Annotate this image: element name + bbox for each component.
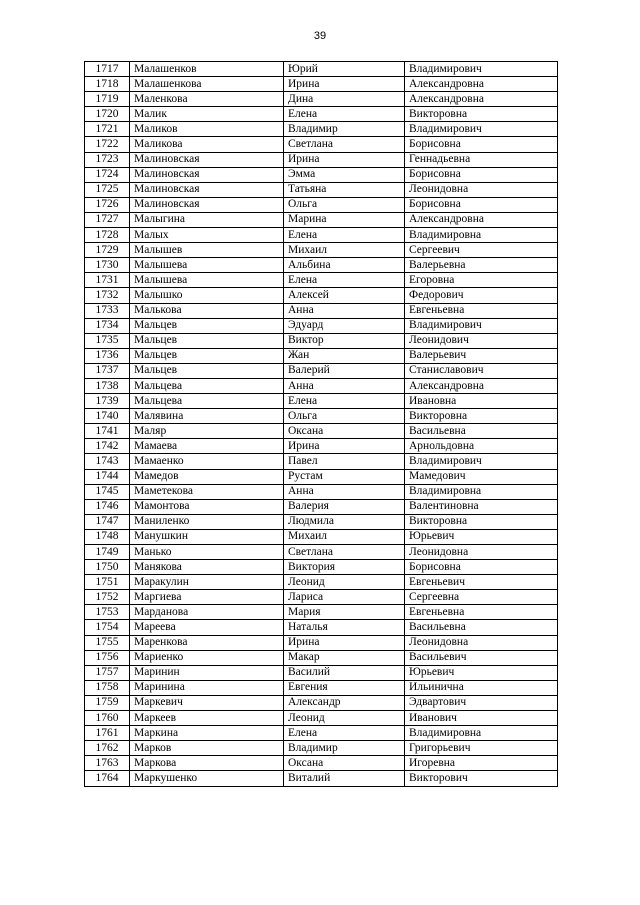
last-name-cell: Мареева (130, 620, 284, 635)
patronymic-cell: Викторовна (405, 514, 558, 529)
last-name-cell: Мамаенко (130, 454, 284, 469)
table-row (85, 741, 558, 756)
patronymic-cell: Геннадьевна (405, 152, 558, 167)
last-name-cell: Маликов (130, 122, 284, 137)
last-name-cell: Маляр (130, 424, 284, 439)
first-name-cell: Алексей (284, 288, 405, 303)
row-number-cell: 1745 (85, 484, 130, 499)
row-number-cell: 1718 (85, 77, 130, 92)
table-row (85, 499, 558, 514)
table-row (85, 363, 558, 378)
row-number-cell: 1726 (85, 197, 130, 212)
row-number-cell: 1748 (85, 529, 130, 544)
first-name-cell: Ирина (284, 152, 405, 167)
first-name-cell: Мария (284, 605, 405, 620)
page-number: 39 (313, 30, 327, 42)
last-name-cell: Малых (130, 228, 284, 243)
patronymic-cell: Борисовна (405, 167, 558, 182)
first-name-cell: Елена (284, 228, 405, 243)
patronymic-cell: Владимировна (405, 484, 558, 499)
row-number-cell: 1764 (85, 771, 130, 786)
row-number-cell: 1733 (85, 303, 130, 318)
last-name-cell: Маркеев (130, 711, 284, 726)
patronymic-cell: Станиславович (405, 363, 558, 378)
table-row (85, 529, 558, 544)
table-row (85, 378, 558, 393)
table-row (85, 107, 558, 122)
last-name-cell: Маркушенко (130, 771, 284, 786)
patronymic-cell: Викторовна (405, 409, 558, 424)
first-name-cell: Ольга (284, 409, 405, 424)
row-number-cell: 1740 (85, 409, 130, 424)
first-name-cell: Юрий (284, 62, 405, 77)
first-name-cell: Виталий (284, 771, 405, 786)
row-number-cell: 1746 (85, 499, 130, 514)
table-row (85, 424, 558, 439)
first-name-cell: Александр (284, 695, 405, 710)
table-row (85, 167, 558, 182)
table-row (85, 409, 558, 424)
patronymic-cell: Владимировна (405, 228, 558, 243)
last-name-cell: Малиновская (130, 167, 284, 182)
row-number-cell: 1760 (85, 711, 130, 726)
first-name-cell: Михаил (284, 529, 405, 544)
table-row (85, 394, 558, 409)
first-name-cell: Анна (284, 303, 405, 318)
patronymic-cell: Ильинична (405, 680, 558, 695)
table-row (85, 439, 558, 454)
row-number-cell: 1758 (85, 680, 130, 695)
patronymic-cell: Евгеньевна (405, 303, 558, 318)
patronymic-cell: Борисовна (405, 560, 558, 575)
patronymic-cell: Леонидович (405, 333, 558, 348)
table-row (85, 514, 558, 529)
first-name-cell: Елена (284, 273, 405, 288)
patronymic-cell: Юрьевич (405, 529, 558, 544)
last-name-cell: Малышева (130, 258, 284, 273)
row-number-cell: 1739 (85, 394, 130, 409)
table-row (85, 575, 558, 590)
row-number-cell: 1747 (85, 514, 130, 529)
last-name-cell: Маргиева (130, 590, 284, 605)
names-table-body (85, 62, 558, 787)
last-name-cell: Мальцева (130, 394, 284, 409)
table-row (85, 258, 558, 273)
first-name-cell: Эдуард (284, 318, 405, 333)
row-number-cell: 1752 (85, 590, 130, 605)
first-name-cell: Елена (284, 726, 405, 741)
row-number-cell: 1720 (85, 107, 130, 122)
row-number-cell: 1736 (85, 348, 130, 363)
table-row (85, 665, 558, 680)
row-number-cell: 1763 (85, 756, 130, 771)
row-number-cell: 1737 (85, 363, 130, 378)
last-name-cell: Малашенков (130, 62, 284, 77)
table-row (85, 560, 558, 575)
first-name-cell: Ирина (284, 635, 405, 650)
first-name-cell: Людмила (284, 514, 405, 529)
patronymic-cell: Федорович (405, 288, 558, 303)
patronymic-cell: Александровна (405, 212, 558, 227)
first-name-cell: Павел (284, 454, 405, 469)
table-row (85, 228, 558, 243)
table-row (85, 348, 558, 363)
first-name-cell: Леонид (284, 575, 405, 590)
table-row (85, 122, 558, 137)
last-name-cell: Маметекова (130, 484, 284, 499)
last-name-cell: Маркина (130, 726, 284, 741)
table-row (85, 680, 558, 695)
names-table (84, 61, 558, 787)
last-name-cell: Мальцев (130, 348, 284, 363)
last-name-cell: Маринин (130, 665, 284, 680)
patronymic-cell: Владимирович (405, 122, 558, 137)
last-name-cell: Малыгина (130, 212, 284, 227)
row-number-cell: 1735 (85, 333, 130, 348)
first-name-cell: Макар (284, 650, 405, 665)
patronymic-cell: Сергеевна (405, 590, 558, 605)
table-row (85, 590, 558, 605)
row-number-cell: 1754 (85, 620, 130, 635)
patronymic-cell: Леонидовна (405, 182, 558, 197)
first-name-cell: Татьяна (284, 182, 405, 197)
first-name-cell: Евгения (284, 680, 405, 695)
last-name-cell: Малиновская (130, 182, 284, 197)
table-row (85, 212, 558, 227)
last-name-cell: Малышко (130, 288, 284, 303)
patronymic-cell: Владимирович (405, 454, 558, 469)
table-row (85, 726, 558, 741)
last-name-cell: Малышев (130, 243, 284, 258)
patronymic-cell: Сергеевич (405, 243, 558, 258)
last-name-cell: Малькова (130, 303, 284, 318)
first-name-cell: Виктория (284, 560, 405, 575)
patronymic-cell: Мамедович (405, 469, 558, 484)
table-row (85, 620, 558, 635)
table-row (85, 469, 558, 484)
last-name-cell: Маленкова (130, 92, 284, 107)
last-name-cell: Малашенкова (130, 77, 284, 92)
table-row (85, 605, 558, 620)
patronymic-cell: Ивановна (405, 394, 558, 409)
table-row (85, 137, 558, 152)
last-name-cell: Мамонтова (130, 499, 284, 514)
row-number-cell: 1722 (85, 137, 130, 152)
patronymic-cell: Эдвартович (405, 695, 558, 710)
first-name-cell: Анна (284, 378, 405, 393)
last-name-cell: Мальцев (130, 333, 284, 348)
table-row (85, 273, 558, 288)
first-name-cell: Оксана (284, 424, 405, 439)
last-name-cell: Мальцев (130, 318, 284, 333)
first-name-cell: Валерий (284, 363, 405, 378)
table-row (85, 243, 558, 258)
last-name-cell: Маликова (130, 137, 284, 152)
first-name-cell: Владимир (284, 741, 405, 756)
patronymic-cell: Юрьевич (405, 665, 558, 680)
table-row (85, 62, 558, 77)
first-name-cell: Елена (284, 394, 405, 409)
table-row (85, 92, 558, 107)
table-row (85, 771, 558, 786)
first-name-cell: Ирина (284, 439, 405, 454)
table-row (85, 695, 558, 710)
row-number-cell: 1750 (85, 560, 130, 575)
patronymic-cell: Иванович (405, 711, 558, 726)
row-number-cell: 1730 (85, 258, 130, 273)
patronymic-cell: Александровна (405, 92, 558, 107)
row-number-cell: 1719 (85, 92, 130, 107)
patronymic-cell: Григорьевич (405, 741, 558, 756)
first-name-cell: Светлана (284, 137, 405, 152)
table-row (85, 635, 558, 650)
table-row (85, 756, 558, 771)
row-number-cell: 1753 (85, 605, 130, 620)
table-row (85, 303, 558, 318)
first-name-cell: Елена (284, 107, 405, 122)
row-number-cell: 1721 (85, 122, 130, 137)
patronymic-cell: Викторовна (405, 107, 558, 122)
row-number-cell: 1728 (85, 228, 130, 243)
last-name-cell: Мальцева (130, 378, 284, 393)
patronymic-cell: Евгеньевич (405, 575, 558, 590)
first-name-cell: Виктор (284, 333, 405, 348)
last-name-cell: Малышева (130, 273, 284, 288)
first-name-cell: Василий (284, 665, 405, 680)
patronymic-cell: Игоревна (405, 756, 558, 771)
first-name-cell: Ольга (284, 197, 405, 212)
last-name-cell: Марков (130, 741, 284, 756)
patronymic-cell: Валентиновна (405, 499, 558, 514)
patronymic-cell: Валерьевич (405, 348, 558, 363)
table-row (85, 197, 558, 212)
table-row (85, 484, 558, 499)
last-name-cell: Маренкова (130, 635, 284, 650)
first-name-cell: Анна (284, 484, 405, 499)
patronymic-cell: Борисовна (405, 197, 558, 212)
row-number-cell: 1724 (85, 167, 130, 182)
first-name-cell: Леонид (284, 711, 405, 726)
row-number-cell: 1744 (85, 469, 130, 484)
last-name-cell: Мариенко (130, 650, 284, 665)
patronymic-cell: Васильевич (405, 650, 558, 665)
first-name-cell: Светлана (284, 545, 405, 560)
table-row (85, 454, 558, 469)
patronymic-cell: Александровна (405, 77, 558, 92)
row-number-cell: 1727 (85, 212, 130, 227)
first-name-cell: Оксана (284, 756, 405, 771)
first-name-cell: Марина (284, 212, 405, 227)
row-number-cell: 1762 (85, 741, 130, 756)
last-name-cell: Марданова (130, 605, 284, 620)
first-name-cell: Ирина (284, 77, 405, 92)
first-name-cell: Валерия (284, 499, 405, 514)
row-number-cell: 1759 (85, 695, 130, 710)
row-number-cell: 1729 (85, 243, 130, 258)
last-name-cell: Малявина (130, 409, 284, 424)
last-name-cell: Маринина (130, 680, 284, 695)
patronymic-cell: Васильевна (405, 620, 558, 635)
table-row (85, 77, 558, 92)
first-name-cell: Лариса (284, 590, 405, 605)
patronymic-cell: Арнольдовна (405, 439, 558, 454)
first-name-cell: Михаил (284, 243, 405, 258)
last-name-cell: Малиновская (130, 197, 284, 212)
row-number-cell: 1734 (85, 318, 130, 333)
patronymic-cell: Леонидовна (405, 545, 558, 560)
patronymic-cell: Егоровна (405, 273, 558, 288)
last-name-cell: Мамаева (130, 439, 284, 454)
first-name-cell: Дина (284, 92, 405, 107)
patronymic-cell: Викторович (405, 771, 558, 786)
first-name-cell: Эмма (284, 167, 405, 182)
last-name-cell: Малик (130, 107, 284, 122)
last-name-cell: Маркова (130, 756, 284, 771)
row-number-cell: 1741 (85, 424, 130, 439)
first-name-cell: Владимир (284, 122, 405, 137)
row-number-cell: 1731 (85, 273, 130, 288)
row-number-cell: 1756 (85, 650, 130, 665)
last-name-cell: Маркевич (130, 695, 284, 710)
first-name-cell: Жан (284, 348, 405, 363)
last-name-cell: Мамедов (130, 469, 284, 484)
row-number-cell: 1725 (85, 182, 130, 197)
patronymic-cell: Владимирович (405, 62, 558, 77)
row-number-cell: 1738 (85, 378, 130, 393)
table-row (85, 288, 558, 303)
table-row (85, 182, 558, 197)
first-name-cell: Альбина (284, 258, 405, 273)
patronymic-cell: Владимирович (405, 318, 558, 333)
last-name-cell: Малиновская (130, 152, 284, 167)
table-row (85, 152, 558, 167)
row-number-cell: 1751 (85, 575, 130, 590)
row-number-cell: 1761 (85, 726, 130, 741)
row-number-cell: 1723 (85, 152, 130, 167)
last-name-cell: Манько (130, 545, 284, 560)
table-row (85, 318, 558, 333)
table-row (85, 650, 558, 665)
first-name-cell: Рустам (284, 469, 405, 484)
last-name-cell: Манякова (130, 560, 284, 575)
last-name-cell: Маракулин (130, 575, 284, 590)
patronymic-cell: Владимировна (405, 726, 558, 741)
patronymic-cell: Васильевна (405, 424, 558, 439)
row-number-cell: 1717 (85, 62, 130, 77)
row-number-cell: 1742 (85, 439, 130, 454)
row-number-cell: 1757 (85, 665, 130, 680)
patronymic-cell: Евгеньевна (405, 605, 558, 620)
patronymic-cell: Леонидовна (405, 635, 558, 650)
patronymic-cell: Борисовна (405, 137, 558, 152)
patronymic-cell: Александровна (405, 378, 558, 393)
row-number-cell: 1743 (85, 454, 130, 469)
first-name-cell: Наталья (284, 620, 405, 635)
row-number-cell: 1749 (85, 545, 130, 560)
table-row (85, 545, 558, 560)
last-name-cell: Маниленко (130, 514, 284, 529)
patronymic-cell: Валерьевна (405, 258, 558, 273)
table-row (85, 711, 558, 726)
row-number-cell: 1755 (85, 635, 130, 650)
table-row (85, 333, 558, 348)
row-number-cell: 1732 (85, 288, 130, 303)
last-name-cell: Мальцев (130, 363, 284, 378)
last-name-cell: Манушкин (130, 529, 284, 544)
